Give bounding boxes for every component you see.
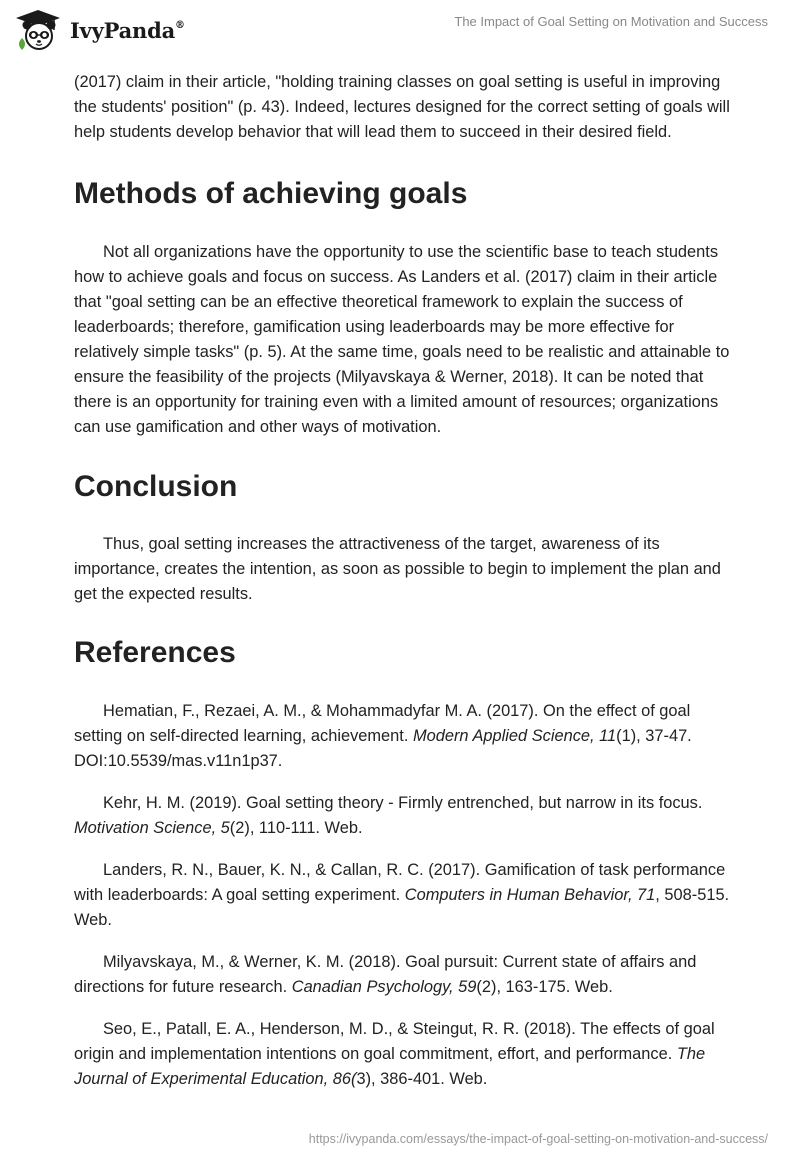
reference-item: Seo, E., Patall, E. A., Henderson, M. D., & Steingut, R. R. (2018). The effects of goal origin and implementation intentions on goal commitment, effort, and performance. The Journal of Experimental Education, 86(3), 386-401. Web. (74, 1020, 715, 1088)
page-header (0, 0, 800, 60)
panda-graduation-cap-icon (14, 8, 62, 52)
intro-paragraph: (2017) claim in their article, "holding training classes on goal setting is useful in improving the students' position" (p. 43). Indeed, lectures designed for the correct setting of goals will help students develop behavior that will lead them to succeed in their desired field. (74, 73, 730, 141)
reference-item: Landers, R. N., Bauer, K. N., & Callan, R. C. (2017). Gamification of task performance with leaderboards: A goal setting experiment. Computers in Human Behavior, 71, 508-515. Web. (74, 861, 730, 929)
methods-paragraph: Not all organizations have the opportunity to use the scientific base to teach students how to achieve goals and focus on success. As Landers et al. (2017) claim in their article that "goal setting can be an effective theoretical framework to explain the success of leaderboards; therefore, gamification using leaderboards may be more effective for relatively simple tasks" (p. 5). At the same time, goals need to be realistic and attainable to ensure the feasibility of the projects (Milyavskaya & Werner, 2018). It can be noted that there is an opportunity for training even with a limited amount of resources; organizations can use gamification and other ways of motivation. (74, 243, 730, 436)
reference-item: Milyavskaya, M., & Werner, K. M. (2018). Goal pursuit: Current state of affairs and directions for future research. Canadian Psychology, 59(2), 163-175. Web. (74, 953, 697, 996)
conclusion-paragraph: Thus, goal setting increases the attractiveness of the target, awareness of its importance, creates the intention, as soon as possible to begin to implement the plan and get the expected results. (74, 535, 721, 603)
document-title: The Impact of Goal Setting on Motivation and Success (454, 14, 768, 29)
reference-item: Hematian, F., Rezaei, A. M., & Mohammadyfar M. A. (2017). On the effect of goal setting on self-directed learning, achievement. Modern Applied Science, 11(1), 37-47. DOI:10.5539/mas.v11n1p37. (74, 702, 692, 770)
brand-name: IvyPanda® (70, 17, 185, 43)
methods-heading: Methods of achieving goals (74, 177, 468, 210)
references-heading: References (74, 636, 236, 669)
source-url[interactable]: https://ivypanda.com/essays/the-impact-of-goal-setting-on-motivation-and-success/ (308, 1132, 768, 1146)
brand-logo[interactable] (14, 8, 185, 52)
conclusion-heading: Conclusion (74, 470, 238, 503)
essay-content (74, 70, 734, 1109)
reference-item: Kehr, H. M. (2019). Goal setting theory - Firmly entrenched, but narrow in its focus. Motivation Science, 5(2), 110-111. Web. (74, 794, 703, 837)
